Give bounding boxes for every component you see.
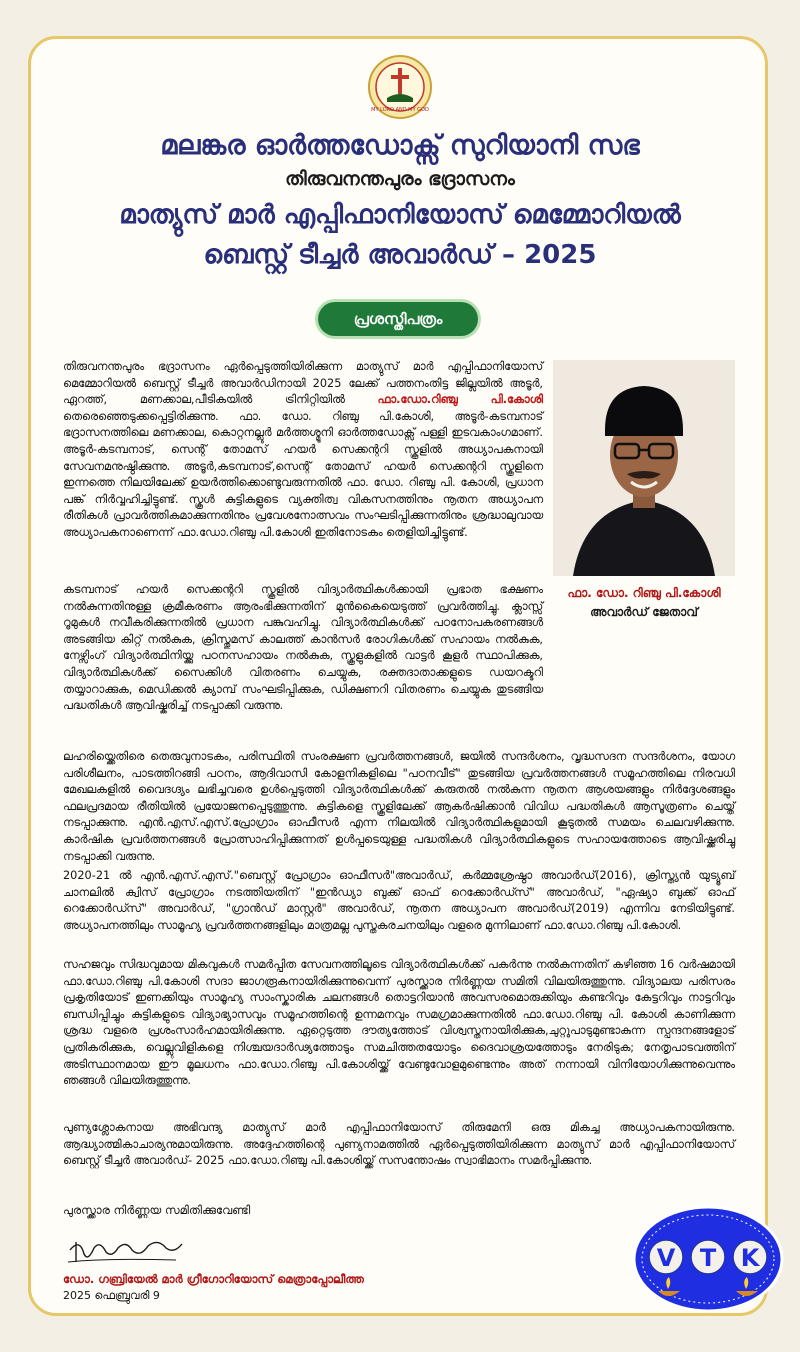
paragraph-1-text: തിരുവനന്തപുരം ഭദ്രാസനം ഏർപ്പെടുത്തിയിരിക്കുന്ന മാത്യുസ് മാർ എപ്പിഫാനിയോസ് മെമ്മോറിയൽ ബെസ്റ്റ് ടീച്ചർ അവാർഡിനായി 2025 ലേക്ക് പത്തനംതിട്ട ജില്ലയിൽ അടൂർ, ഏറത്ത്, മണക്കാല,പീടികയിൽ ട്രിനിറ്റിയിൽ: [63, 360, 543, 407]
church-emblem: [367, 54, 433, 120]
awardee-name: ഫാ. ഡോ. റിഞ്ചു പി.കോശി: [567, 586, 721, 600]
badge-letter-t: T: [699, 1244, 717, 1272]
awardee-photo: [553, 360, 735, 576]
awardee-title: അവാർഡ് ജേതാവ്: [590, 605, 698, 619]
on-behalf-line: പുരസ്ക്കാര നിർണ്ണയ സമിതിക്കുവേണ്ടി: [63, 1203, 251, 1217]
paragraph-6: പുണ്യശ്ലോകനായ അഭിവന്ദ്യ മാത്യുസ് മാർ എപ്പിഫാനിയോസ് തിരുമേനി ഒരു മികച്ച അധ്യാപകനായിരുന്നു. ആദ്ധ്യാത്മികാചാര്യനുമായിരുന്നു. അദ്ദേഹത്തിന്റെ പുണ്യനാമത്തിൽ ഏർപ്പെടുത്തിയിരിക്കുന്ന മാത്യുസ് മാർ എപ്പിഫാനിയോസ് ബെസ്റ്റ് ടീച്ചർ അവാർഡ്- 2025 ഫാ.ഡോ.റിഞ്ചു പി.കോശിയ്ക്ക് സസന്തോഷം സ്വാഭിമാനം സമർപ്പിക്കുന്നു.: [63, 1121, 735, 1168]
signing-date: 2025 ഫെബ്രുവരി 9: [63, 1289, 160, 1302]
paragraph-1: [63, 359, 543, 542]
award-title-line2: ബെസ്റ്റ് ടീച്ചർ അവാർഡ് – 2025: [203, 240, 597, 270]
vtk-badge: [632, 1205, 784, 1313]
certificate-label: പ്രശസ്തിപത്രം: [318, 302, 478, 336]
signature: [66, 1228, 186, 1268]
paragraph-4: 2020-21 ൽ എൻ.എസ്.എസ്."ബെസ്റ്റ് പ്രോഗ്രാം ഓഫീസർ"അവാർഡ്, കർമ്മശ്രേഷ്ഠാ അവാർഡ്(2016), ക്രിസ്ത്യൻ യുട്യൂബ് ചാനലിൽ ക്വിസ് പ്രോഗ്രാം നടത്തിയതിന് "ഇൻഡ്യാ ബുക്ക് ഓഫ് റെക്കോർഡ്സ്" അവാർഡ്, "ഏഷ്യാ ബുക്ക് ഓഫ് റെക്കോർഡ്സ്" അവാർഡ്, "ഗ്രാൻഡ് മാസ്റ്റർ" അവാർഡ്, നൂതന അധ്യാപന അവാർഡ്(2019) എന്നിവ നേടിയിട്ടുണ്ട്. അധ്യാപനത്തിലും സാമൂഹ്യ പ്രവർത്തനങ്ങളിലും മാത്രമല്ല പുസ്തകരചനയിലും വളരെ മുന്നിലാണ് ഫാ.ഡോ.റിഞ്ചു പി.കോശി.: [63, 869, 735, 932]
paragraph-1-text-cont: തെരെഞ്ഞെടുക്കപ്പെട്ടിരിക്കുന്നു. ഫാ. ഡോ. റിഞ്ചു പി.കോശി, അടൂർ-കടമ്പനാട് ഭദ്രാസനത്തിലെ മണക്കാല, കൊറ്റനല്ലൂർ മർത്തശ്മൂനി ഓർത്തഡോക്സ് പള്ളി ഇടവകാംഗമാണ്. അടൂർ-കടമ്പനാട്, സെന്റ് തോമസ് ഹയർ സെക്കന്ററി സ്കൂളിൽ അധ്യാപകനായി സേവനമനുഷ്ഠിക്കുന്നു. അടൂർ,കടമ്പനാട്,സെന്റ് തോമസ് ഹയർ സെക്കന്ററി സ്കൂളിനെ ഇന്നത്തെ നിലയിലേക്ക് ഉയർത്തിക്കൊണ്ടുവരുന്നതിൽ ഫാ. ഡോ. റിഞ്ചു പി. കോശി, പ്രധാന പങ്ക് നിർവ്വഹിച്ചിട്ടുണ്ട്. സ്കൂൾ കുട്ടികളുടെ വ്യക്തിത്വ വികസനത്തിനും നൂതന അധ്യാപന രീതികൾ പ്രാവർത്തികമാക്കുന്നതിനും പ്രവേശനോത്സവം സംഘടിപ്പിക്കുന്നതിനും ശ്രദ്ധാലുവായ അധ്യാപകനാണെന്ന് ഫാ.ഡോ.റിഞ്ചു പി.കോശി ഇതിനോടകം തെളിയിച്ചിട്ടുണ്ട്.: [63, 409, 543, 539]
badge-letter-v: V: [656, 1244, 676, 1272]
emblem-motto: MY LORD AND MY GOD: [371, 107, 429, 113]
awardee-name-highlight: ഫാ.ഡോ.റിഞ്ചു പി.കോശി: [377, 393, 543, 407]
paragraph-3: ലഹരിയ്ക്കെതിരെ തെരുവുനാടകം, പരിസ്ഥിതി സംരക്ഷണ പ്രവർത്തനങ്ങൾ, ജയിൽ സന്ദർശനം, വൃദ്ധസദന സന്ദർശനം, യോഗ പരിശീലനം, പാടത്തിറങ്ങി പഠനം, ആദിവാസി കോളനികളിലെ "പഠനവീട്" തുടങ്ങിയ പ്രവർത്തനങ്ങൾ സമൂഹത്തിലെ നിരവധി മേഖലകളിൽ വൈദഗ്ദ്യം ലഭിച്ചവരെ ഉൾപ്പെടുത്തി വിദ്യാർത്ഥികൾക്ക് കരുതൽ നൽകുന്ന നൂതന ആശയങ്ങളും നിർദ്ദേശങ്ങളും ഫലപ്രദമായ രീതിയിൽ പ്രയോജനപ്പെടുത്തുന്നു. കുട്ടികളെ സ്കൂളിലേക്ക് ആകർഷിക്കാൻ വിവിധ പദ്ധതികൾ ആസൂത്രണം ചെയ്ത് നടപ്പാക്കുന്നു. എൻ.എസ്.എസ്.പ്രോഗ്രാം ഓഫീസർ എന്ന നിലയിൽ വിദ്യാർത്ഥികളുമായി കൂടുതൽ സമയം ചെലവഴിക്കുന്നു. കാർഷിക പ്രവർത്തനങ്ങൾ പ്രോത്സാഹിപ്പിക്കുന്നത് ഉൾപ്പടെയുള്ള പദ്ധതികൾ വിദ്യാർത്ഥികളുടെ സഹായത്തോടെ ആവിഷ്ക്കരിച്ചു നടപ്പാക്കി വരുന്നു.: [63, 750, 735, 863]
paragraph-2: കടമ്പനാട് ഹയർ സെക്കന്ററി സ്കൂളിൽ വിദ്യാർത്ഥികൾക്കായി പ്രഭാത ഭക്ഷണം നൽകുന്നതിനുള്ള ക്രമീകരണം ആരംഭിക്കുന്നതിന് മുൻകൈയെടുത്ത് പ്രവർത്തിച്ചു. ക്ലാസ്സ് റൂമുകൾ നവീകരിക്കുന്നതിൽ പ്രധാന പങ്കുവഹിച്ചു. വിദ്യാർത്ഥികൾക്ക് പഠനോപകരണങ്ങൾ അടങ്ങിയ കിറ്റ് നൽകുക, ക്രിസ്തുമസ് കാലത്ത് കാൻസർ രോഗികൾക്ക് സഹായം നൽകുക, നേഴ്സിംഗ് വിദ്യാർത്ഥിനിയ്ക്കു പഠനസഹായം നൽകുക, സ്കൂളുകളിൽ വാട്ടർ കൂളർ സ്ഥാപിക്കുക, വിദ്യാർത്ഥികൾക്ക് സൈക്കിൾ വിതരണം ചെയ്യുക, രക്തദാതാക്കളുടെ ഡയറക്ടറി തയ്യാറാക്കുക, മെഡിക്കൽ ക്യാമ്പ് സംഘടിപ്പിക്കുക, ഡിക്ഷണറി വിതരണം ചെയ്യുക തുടങ്ങിയ പദ്ധതികൾ ആവിഷ്കരിച്ച് നടപ്പാക്കി വരുന്നു.: [63, 583, 543, 713]
diocese-name: തിരുവനന്തപുരം ഭദ്രാസനം: [285, 168, 515, 190]
badge-letter-k: K: [740, 1244, 760, 1272]
church-name: മലങ്കര ഓർത്തഡോക്സ് സുറിയാനി സഭ: [160, 130, 640, 161]
paragraph-5: സഹജവും സിദ്ധവുമായ മികവുകൾ സമർപ്പിത സേവനത്തിലൂടെ വിദ്യാർത്ഥികൾക്ക് പകർന്നു നൽകുന്നതിന് കഴിഞ്ഞ 16 വർഷമായി ഫാ.ഡോ.റിഞ്ചു പി.കോശി സദാ ജാഗരൂകനായിരിക്കുന്നുവെന്ന് പുരസ്ക്കാര നിർണ്ണയ സമിതി വിലയിരുത്തുന്നു. വിദ്യാലയ പരിസരം പ്രകൃതിയോട് ഇണക്കിയും സാമൂഹ്യ സാംസ്കാരിക ചലനങ്ങൾ തൊട്ടറിയാൻ അവസരമൊരുക്കിയും കണ്ടറിവും കേട്ടറിവും നാട്ടറിവും ബന്ധിപ്പിച്ചും കുട്ടികളുടെ വിദ്യാഭ്യാസവും സമൂഹത്തിന്റെ ഉന്നമനവും സമഗ്രമാക്കുന്നതിൽ ഫാ.ഡോ.റിഞ്ചു പി. കോശി കാണിക്കുന്ന ശ്രദ്ധ വളരെ പ്രശംസാർഹമായിരിക്കുന്നു. ഏറ്റെടുത്ത ദൗത്യത്തോട് വിശ്വസ്തനായിരിക്കുക,ചുറ്റുപാടുമുണ്ടാകുന്ന സ്പന്ദനങ്ങളോട് പ്രതികരിക്കുക, വെല്ലുവിളികളെ നിശ്ചയദാർഢ്യത്തോടും സമചിത്തതയോടും ദൈവാശ്രയത്തോടും നേരിടുക; നേതൃപാടവത്തിന് അടിസ്ഥാനമായ ഈ മൂലധനം ഫാ.ഡോ.റിഞ്ചു പി.കോശിയ്ക്ക് വേണ്ടുവോളമുണ്ടെന്നും അത് നന്നായി വിനിയോഗിക്കുന്നുവെന്നും ഞങ്ങൾ വിലയിരുത്തുന്നു.: [63, 958, 735, 1088]
signatory-name: ഡോ. ഗബ്രിയേൽ മാർ ഗ്രീഗോറിയോസ് മെത്രാപ്പോലീത്ത: [63, 1272, 364, 1286]
award-title-line1: മാത്യുസ് മാർ എപ്പിഫാനിയോസ് മെമ്മോറിയൽ: [119, 200, 681, 230]
